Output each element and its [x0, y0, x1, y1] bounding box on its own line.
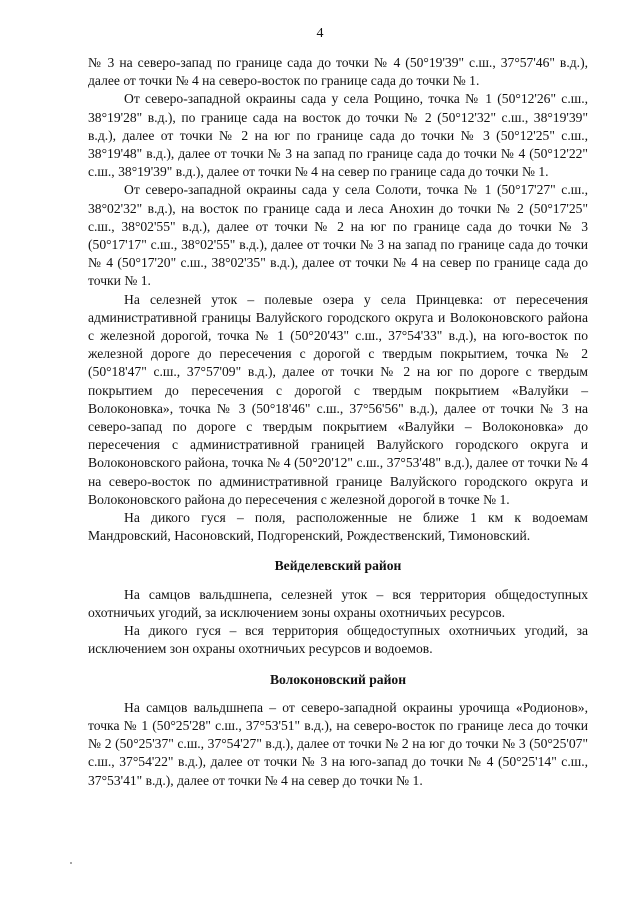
paragraph-roshchino: От северо-западной окраины сада у села Рощино, точка № 1 (50°12'26" с.ш., 38°19'28" в.д.), по границе сада на восток до точки № 2 (50°12'32" с.ш., 38°19'39" в.д.), далее от точки № 2 на юг по границе сада до точки № 3 (50°12'25" с.ш., 38°19'48" в.д.), далее от точки № 3 на запад по границе сада до точки № 4 (50°12'22" с.ш., 38°19'39" в.д.), далее от точки № 4 на север по границе сада до точки № 1. — [88, 91, 588, 180]
paragraph-wild-goose: На дикого гуся – поля, расположенные не ближе 1 км к водоемам Мандровский, Насоновский, Подгоренский, Рождественский, Тимоновский. — [88, 510, 588, 544]
paragraph-veidelevsky-goose: На дикого гуся – вся территория общедоступных охотничьих угодий, за исключением зон охраны охотничьих ресурсов и водоемов. — [88, 623, 588, 657]
paragraph-printsevka: На селезней уток – полевые озера у села Принцевка: от пересечения административной границы Валуйского городского округа и Волоконовского района с железной дорогой, точка № 1 (50°20'43" с.ш., 37°54'33" в.д.), на юго-восток по железной дороге до пересечения с дорогой с твердым покрытием, точка № 2 (50°18'47" с.ш., 37°57'09" в.д.), далее от точки № 2 на юг по дороге с твердым покрытием до пересечения с дорогой с твердым покрытием «Валуйки – Волоконовка», точка № 3 (50°18'46" с.ш., 37°56'56" в.д.), далее от точки № 3 на северо-запад по дороге с твердым покрытием «Валуйки – Волоконовка» до пересечения с административной границей Валуйского городского округа и Волоконовского района, точка № 4 (50°20'12" с.ш., 37°53'48" в.д.), далее от точки № 4 на северо-восток по административной границе Валуйского городского округа и Волоконовского района до пересечения с железной дорогой в точке № 1. — [88, 291, 588, 507]
scan-speck — [70, 862, 72, 864]
section-heading-volokonovsky: Волоконовский район — [269, 671, 407, 687]
paragraph-volokonovsky-woodcock: На самцов вальдшнепа – от северо-западной окраины урочища «Родионов», точка № 1 (50°25'28" с.ш., 37°53'51" в.д.), на северо-восток по границе леса до точки № 2 (50°25'37" с.ш., 37°54'27" в.д.), далее от точки № 2 на юг до точки № 3 (50°25'07" с.ш., 37°54'22" в.д.), далее от точки № 3 на юго-запад до точки № 4 (50°25'14" с.ш., 37°53'41" в.д.), далее от точки № 4 на север до точки № 1. — [88, 699, 588, 788]
paragraph-soloti: От северо-западной окраины сада у села Солоти, точка № 1 (50°17'27" с.ш., 38°02'32" в.д.), на восток по границе сада и леса Анохин до точки № 2 (50°17'25" с.ш., 38°02'55" в.д.), далее от точки № 2 на юг по границе сада до точки № 3 (50°17'17" с.ш., 38°02'55" в.д.), далее от точки № 3 на запад по границе сада до точки № 4 (50°17'20" с.ш., 38°02'35" в.д.), далее от точки № 4 на север по границе сада до точки № 1. — [88, 182, 588, 289]
section-heading-veidelevsky: Вейделевский район — [274, 558, 402, 574]
document-body — [88, 54, 588, 790]
paragraph-veidelevsky-woodcock: На самцов вальдшнепа, селезней уток – вся территория общедоступных охотничьих угодий, за исключением зоны охраны охотничьих ресурсов. — [88, 586, 588, 620]
page-number: 4 — [316, 26, 324, 41]
paragraph-continuation: № 3 на северо-запад по границе сада до точки № 4 (50°19'39" с.ш., 37°57'46" в.д.), далее от точки № 4 на северо-восток по границе сада до точки № 1. — [88, 55, 588, 89]
